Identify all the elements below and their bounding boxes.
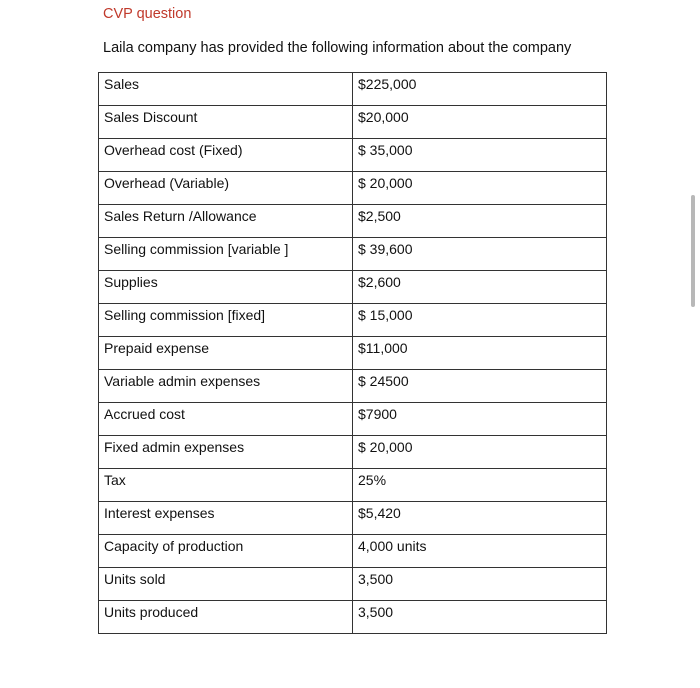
table-row <box>99 106 607 139</box>
row-label: Units produced <box>99 601 353 634</box>
table-row <box>99 205 607 238</box>
vertical-scrollbar[interactable] <box>691 195 695 307</box>
table-row <box>99 172 607 205</box>
table-row <box>99 304 607 337</box>
table-row <box>99 139 607 172</box>
row-label: Selling commission [variable ] <box>99 238 353 271</box>
table-row <box>99 601 607 634</box>
row-value: $2,600 <box>353 271 607 304</box>
row-value: $ 35,000 <box>353 139 607 172</box>
row-value: $ 39,600 <box>353 238 607 271</box>
table-row <box>99 370 607 403</box>
row-value: $20,000 <box>353 106 607 139</box>
row-value: $ 20,000 <box>353 172 607 205</box>
row-label: Prepaid expense <box>99 337 353 370</box>
row-value: $ 15,000 <box>353 304 607 337</box>
table-row <box>99 436 607 469</box>
row-label: Fixed admin expenses <box>99 436 353 469</box>
table-row <box>99 568 607 601</box>
page-title: CVP question <box>103 6 192 22</box>
info-table <box>98 72 607 634</box>
row-value: $2,500 <box>353 205 607 238</box>
table-body <box>99 73 607 634</box>
table-row <box>99 337 607 370</box>
row-label: Sales Discount <box>99 106 353 139</box>
table-row <box>99 469 607 502</box>
row-value: $ 20,000 <box>353 436 607 469</box>
row-value: $7900 <box>353 403 607 436</box>
row-value: 4,000 units <box>353 535 607 568</box>
table-row <box>99 535 607 568</box>
row-value: $225,000 <box>353 73 607 106</box>
row-label: Accrued cost <box>99 403 353 436</box>
row-label: Overhead (Variable) <box>99 172 353 205</box>
row-label: Sales <box>99 73 353 106</box>
table-row <box>99 271 607 304</box>
row-value: 3,500 <box>353 601 607 634</box>
row-label: Tax <box>99 469 353 502</box>
row-value: 25% <box>353 469 607 502</box>
intro-text: Laila company has provided the following information about the company <box>103 40 572 56</box>
row-label: Sales Return /Allowance <box>99 205 353 238</box>
table-row <box>99 73 607 106</box>
table-row <box>99 403 607 436</box>
row-label: Selling commission [fixed] <box>99 304 353 337</box>
row-value: $ 24500 <box>353 370 607 403</box>
row-label: Overhead cost (Fixed) <box>99 139 353 172</box>
table-row <box>99 502 607 535</box>
row-value: 3,500 <box>353 568 607 601</box>
row-value: $11,000 <box>353 337 607 370</box>
table-row <box>99 238 607 271</box>
row-label: Supplies <box>99 271 353 304</box>
row-label: Interest expenses <box>99 502 353 535</box>
row-label: Variable admin expenses <box>99 370 353 403</box>
row-label: Units sold <box>99 568 353 601</box>
row-value: $5,420 <box>353 502 607 535</box>
row-label: Capacity of production <box>99 535 353 568</box>
